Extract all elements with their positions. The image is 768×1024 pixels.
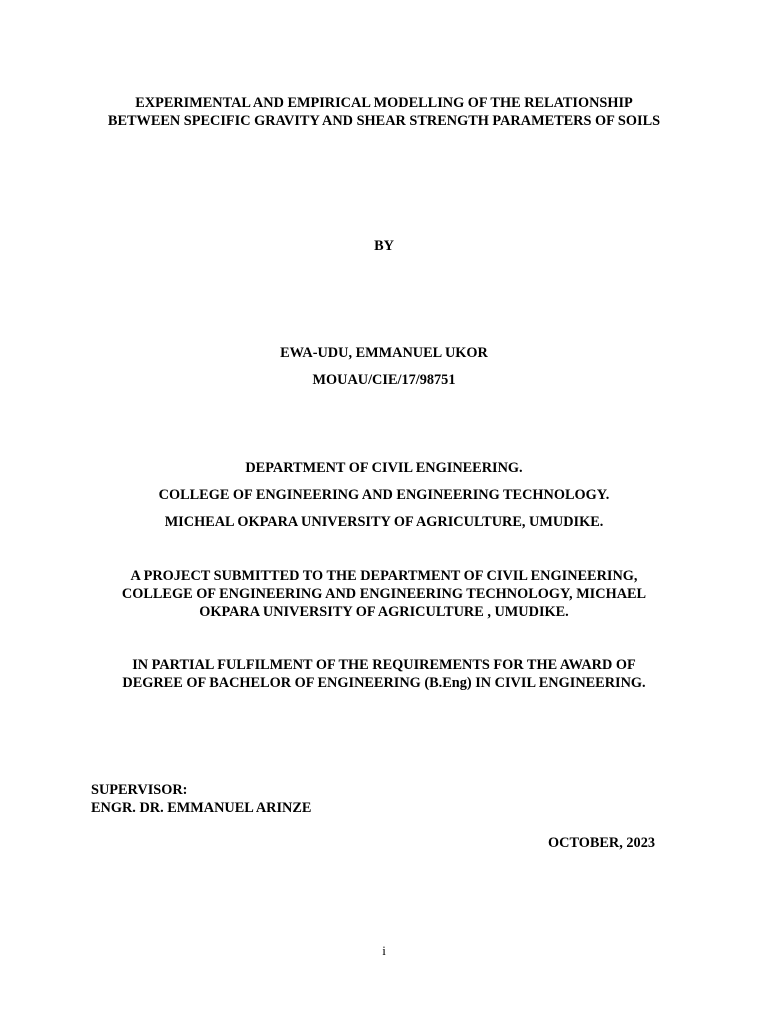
registration-number: MOUAU/CIE/17/98751 [312,372,456,388]
submission-line-3: OKPARA UNIVERSITY OF AGRICULTURE , UMUDIKE. [199,604,569,620]
title-line-2: BETWEEN SPECIFIC GRAVITY AND SHEAR STRENGTH PARAMETERS OF SOILS [107,113,661,129]
supervisor-label: SUPERVISOR: [91,782,188,798]
fulfilment-line-1: IN PARTIAL FULFILMENT OF THE REQUIREMENTS FOR THE AWARD OF [132,657,636,673]
department: DEPARTMENT OF CIVIL ENGINEERING. [245,460,523,476]
title-line-1: EXPERIMENTAL AND EMPIRICAL MODELLING OF THE RELATIONSHIP [135,95,633,111]
author-name: EWA-UDU, EMMANUEL UKOR [280,345,488,361]
submission-date: OCTOBER, 2023 [548,835,655,851]
by-label: BY [374,238,394,254]
submission-line-2: COLLEGE OF ENGINEERING AND ENGINEERING TECHNOLOGY, MICHAEL [121,586,647,602]
college: COLLEGE OF ENGINEERING AND ENGINEERING TECHNOLOGY. [158,487,610,503]
page-number: i [382,943,386,958]
university: MICHEAL OKPARA UNIVERSITY OF AGRICULTURE, UMUDIKE. [164,514,604,530]
supervisor-name: ENGR. DR. EMMANUEL ARINZE [91,800,312,816]
submission-line-1: A PROJECT SUBMITTED TO THE DEPARTMENT OF CIVIL ENGINEERING, [130,568,638,584]
fulfilment-line-2: DEGREE OF BACHELOR OF ENGINEERING (B.Eng) IN CIVIL ENGINEERING. [122,675,646,691]
